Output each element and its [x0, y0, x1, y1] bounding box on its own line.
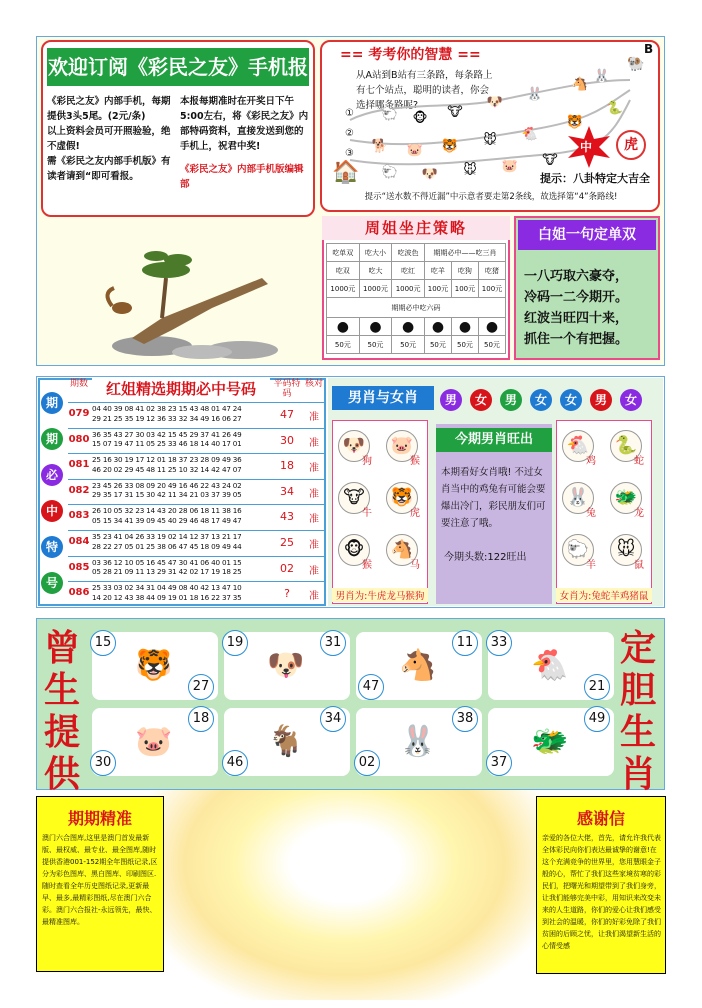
- svg-text:🐭: 🐭: [483, 133, 497, 148]
- route-mark-3: ③: [345, 148, 354, 159]
- gender-circle: 男: [440, 389, 462, 411]
- issue-number: 081: [68, 459, 90, 471]
- route-mark-2: ②: [345, 128, 354, 139]
- zodiac-animal-icon: 🐐: [267, 724, 305, 759]
- number-bubble: 49: [584, 706, 610, 732]
- qiqi-title: 期期精准: [67, 809, 132, 828]
- number-line-2: 29 21 25 35 19 12 36 33 32 34 49 16 06 27: [92, 413, 242, 423]
- issue-number: 084: [68, 536, 90, 547]
- number-line-2: 05 15 34 41 39 09 45 40 29 46 48 17 49 47: [92, 515, 242, 525]
- side-char-4: 中: [41, 500, 63, 522]
- row-divider: [68, 530, 326, 531]
- number-bubble: 38: [452, 706, 478, 732]
- gender-circle: 女: [530, 389, 552, 411]
- svg-text:🐑: 🐑: [381, 165, 399, 180]
- zodiac-animal-icon: 🐶: [267, 648, 305, 683]
- special-code: 18: [280, 459, 294, 473]
- quiz-text: 从A站到B站有三条路，每条路上有七个站点，聪明的读者，你会选择哪条路呢?: [356, 70, 493, 111]
- special-code: ?: [284, 587, 290, 601]
- row-divider: [68, 428, 326, 429]
- number-line-1: 03 36 12 10 05 16 45 47 30 41 06 40 01 15: [92, 557, 242, 567]
- zhou-title: 周姐坐庄策略: [322, 216, 510, 240]
- quiz-tip: 提示：八卦特定大吉全: [540, 172, 650, 185]
- svg-text:🐯: 🐯: [566, 115, 584, 130]
- number-bubble: 19: [222, 630, 248, 656]
- quiz-title: == 考考你的智慧 ==: [340, 47, 481, 63]
- hit-mark: 准: [309, 412, 319, 423]
- zodiac-animal-icon: 🐲: [531, 724, 569, 759]
- animal-label: 鸡: [586, 456, 596, 467]
- animal-icon: 🐷: [386, 430, 418, 462]
- red-sister-title: 红姐精选期期必中号码: [92, 378, 270, 400]
- female-note: 女肖为:兔蛇羊鸡猪鼠: [556, 588, 652, 602]
- number-lines: [92, 532, 270, 551]
- quiz-corner-letter: B: [644, 42, 654, 56]
- number-lines: [92, 430, 270, 449]
- svg-text:🐵: 🐵: [412, 111, 428, 126]
- number-lines: [92, 558, 270, 577]
- number-bubble: 30: [90, 750, 116, 776]
- col-issue: 期数: [69, 379, 88, 389]
- zodiac-animal-icon: 🐷: [135, 724, 173, 759]
- side-char-6: 号: [41, 572, 63, 594]
- qiqi-text: 澳门六合图库,这里是澳门首发最新版、最权威、最专业、最全图库,随时提供香港001-152期全年图纸记录,区分为彩色图库、黑白图库、印刷图区.随时查看全年历史图纸记录,更新最早、最多,最精彩图纸,尽在澳门六合彩。澳门六合报社-永远领先，最快、最精准图库。: [42, 834, 158, 926]
- number-line-1: 25 33 03 02 34 31 04 49 08 40 42 13 47 10: [92, 583, 242, 593]
- animal-label: 蛇: [634, 456, 644, 467]
- zhou-table: 吃单双 吃大小 吃波色 期期必中——吃三肖 吃双 吃大 吃红 吃羊 吃狗 吃猪 1000元 1000元 1000元 100元 100元 100元 期期必中吃六码 ● ● ● ● ● ● 50元 50元 50元 50元 50元 50元: [326, 243, 506, 354]
- number-line-2: 15 07 19 47 11 05 25 33 46 18 14 40 17 01: [92, 439, 242, 449]
- number-line-1: 04 40 39 08 41 02 38 23 15 43 48 01 47 24: [92, 404, 242, 413]
- animal-label: 马: [410, 560, 420, 571]
- hit-mark: 准: [309, 463, 319, 475]
- special-code: 34: [280, 484, 294, 498]
- svg-text:🐰: 🐰: [593, 69, 611, 84]
- svg-text:🐮: 🐮: [542, 153, 558, 168]
- number-bubble: 46: [222, 750, 248, 776]
- number-bubble: 31: [320, 630, 346, 656]
- route-mark-1: ①: [345, 108, 354, 119]
- special-code: 47: [280, 408, 294, 421]
- hit-mark: 准: [309, 488, 319, 500]
- svg-text:🐷: 🐷: [406, 143, 424, 158]
- row-divider: [68, 581, 326, 582]
- svg-text:🐮: 🐮: [447, 105, 463, 120]
- number-bubble: 21: [584, 674, 610, 700]
- issue-number: 086: [68, 587, 90, 599]
- thanks-title: 感谢信: [576, 809, 625, 828]
- animal-label: 牛: [362, 508, 372, 519]
- hu-circle: 虎: [616, 130, 646, 160]
- issue-number: 083: [68, 510, 90, 522]
- issue-number: 080: [68, 433, 90, 445]
- left-vertical-text: 曾 生 提 供: [43, 628, 80, 795]
- number-lines: [92, 455, 270, 474]
- animal-label: 兔: [586, 508, 596, 519]
- number-bubble: 33: [486, 630, 512, 656]
- number-lines: [92, 404, 270, 423]
- svg-text:🐔: 🐔: [521, 127, 539, 142]
- number-line-2: 14 20 12 43 38 44 09 19 01 18 16 22 37 35: [92, 592, 242, 602]
- zodiac-animal-icon: 🐯: [135, 648, 173, 683]
- number-lines: [92, 506, 270, 525]
- number-line-1: 36 35 43 27 30 03 42 15 45 29 37 41 26 49: [92, 429, 242, 439]
- number-line-1: 25 16 30 19 17 12 01 18 37 23 28 09 49 36: [92, 455, 242, 465]
- today-text: 本期看好女肖哦! 不过女肖当中的鸡兔有可能会要爆出冷门，彩民朋友们可要注意了哦。: [441, 467, 546, 529]
- number-bubble: 11: [452, 630, 478, 656]
- issue-number: 085: [68, 561, 90, 573]
- number-line-1: 26 10 05 32 23 14 43 20 28 06 18 11 38 16: [92, 506, 242, 516]
- row-divider: [68, 556, 326, 557]
- col-hit: 核对: [304, 379, 323, 389]
- animal-icon: 🐔: [562, 430, 594, 462]
- animal-label: 羊: [586, 560, 596, 571]
- animal-icon: 🐑: [562, 534, 594, 566]
- number-bubble: 18: [188, 706, 214, 732]
- side-char-1: 期: [41, 392, 63, 414]
- special-code: 02: [280, 561, 294, 575]
- number-bubble: 37: [486, 750, 512, 776]
- animal-label: 龙: [634, 508, 644, 519]
- number-bubble: 34: [320, 706, 346, 732]
- animal-label: 猴: [410, 456, 420, 467]
- special-code: 25: [280, 536, 294, 549]
- animal-icon: 🐲: [610, 482, 642, 514]
- special-code: 43: [280, 510, 294, 524]
- issue-number: 082: [68, 484, 90, 496]
- bonsai-squirrel-image: [92, 238, 288, 360]
- col-code: 平码特码: [273, 379, 301, 399]
- quiz-hint: 提示“送水数不得近漏”中示意者要走第2条线，故选择第“4”条路线!: [364, 192, 618, 202]
- special-code: 30: [280, 433, 294, 447]
- thanks-text: 亲爱的各位大佬，首先，请允许我代表全体彩民向你们表达最诚挚的谢意!在这个充满竞争的世界里，您用慧眼金子般的心，帮忙了我们这些家境贫寒的彩民们，把曙光和期望带到了我们身旁，让我们能够完美中彩，用知识来改变未来的人生道路，你们的爱心让我们感受到社会的温暖，你们的好彩免除了我们贫困的后顾之忧，让我们渴望新生活的心情受感: [542, 834, 661, 950]
- row-divider: [68, 453, 326, 454]
- side-char-3: 必: [41, 464, 63, 486]
- svg-text:🐭: 🐭: [463, 163, 477, 178]
- side-char-5: 特: [41, 536, 63, 558]
- animal-icon: 🐶: [338, 430, 370, 462]
- gender-circle: 女: [470, 389, 492, 411]
- hit-mark: 准: [309, 565, 319, 577]
- animal-label: 狗: [362, 456, 372, 467]
- animal-label: 鼠: [634, 560, 644, 571]
- number-line-1: 35 23 41 04 26 33 19 02 14 12 37 13 21 17: [92, 532, 242, 541]
- animal-icon: 🐰: [562, 482, 594, 514]
- number-line-2: 46 20 02 29 45 48 11 25 10 32 14 42 47 07: [92, 464, 242, 474]
- svg-text:🐑: 🐑: [381, 107, 399, 122]
- gender-circle: 男: [500, 389, 522, 411]
- zodiac-animal-icon: 🐴: [399, 648, 437, 683]
- svg-text:🐶: 🐶: [421, 167, 439, 182]
- hit-mark: 准: [309, 591, 319, 603]
- animal-icon: 🐵: [338, 534, 370, 566]
- gender-title: 男肖与女肖: [332, 386, 434, 410]
- number-lines: [92, 583, 270, 602]
- baijie-title: 白姐一句定单双: [518, 220, 656, 250]
- animal-label: 猴: [362, 560, 372, 571]
- hit-mark: 准: [309, 540, 319, 551]
- row-divider: [68, 504, 326, 505]
- animal-icon: 🐭: [610, 534, 642, 566]
- animal-icon: 🐯: [386, 482, 418, 514]
- welcome-right-text: 本报每期准时在开奖日下午5:00左右，将《彩民之友》内部特码资料，直接发送到您的手机上，祝君中奖! 《彩民之友》内部手机版编辑部: [180, 96, 309, 190]
- svg-text:🐰: 🐰: [526, 87, 544, 102]
- svg-text:🐯: 🐯: [441, 139, 459, 154]
- today-head: 今期头数:122旺出: [444, 552, 527, 563]
- svg-text:🐴: 🐴: [571, 77, 589, 92]
- issue-number: 079: [68, 408, 90, 419]
- male-note: 男肖为:牛虎龙马猴狗: [332, 588, 428, 602]
- gender-circle: 男: [590, 389, 612, 411]
- gender-circle: 女: [560, 389, 582, 411]
- zodiac-animal-icon: 🐔: [531, 648, 569, 683]
- number-line-2: 29 35 17 31 15 30 42 11 34 21 03 37 39 05: [92, 490, 242, 500]
- hit-mark: 准: [309, 514, 319, 526]
- svg-text:🐷: 🐷: [501, 159, 519, 174]
- number-bubble: 47: [358, 674, 384, 700]
- welcome-left-text: 《彩民之友》内部手机，每期提供3头5尾。(2元/条) 以上资料会员可开照验验，绝不虚假! 需《彩民之友内部手机版》有读者请到“即可看报。: [47, 96, 171, 182]
- row-divider: [68, 479, 326, 480]
- number-line-1: 23 45 26 33 08 09 20 49 16 46 22 43 24 02: [92, 480, 242, 490]
- zhong-label: 中: [580, 140, 593, 154]
- today-title: 今期男肖旺出: [436, 428, 552, 452]
- right-vertical-text: 定 胆 生 肖: [619, 628, 656, 795]
- number-line-2: 05 28 21 09 11 13 29 31 42 02 17 19 18 25: [92, 567, 242, 577]
- number-line-2: 28 22 27 05 01 25 38 06 47 45 18 09 49 44: [92, 541, 242, 551]
- svg-text:🐶: 🐶: [486, 95, 504, 110]
- number-bubble: 27: [188, 674, 214, 700]
- animal-label: 虎: [410, 508, 420, 519]
- baijie-poem: 一八巧取六豪夺， 冷码一二今期开。 红波当旺四十来， 抓住一个有把握。: [524, 269, 629, 347]
- hit-mark: 准: [309, 437, 319, 449]
- welcome-signature: 《彩民之友》内部手机版编辑部: [180, 164, 304, 190]
- number-bubble: 15: [90, 630, 116, 656]
- animal-icon: 🐍: [610, 430, 642, 462]
- house-icon: 🏠: [332, 160, 360, 185]
- quiz-logo-icon: 🐏: [627, 56, 645, 72]
- row-divider: [68, 402, 326, 403]
- glow-background: [150, 790, 540, 1000]
- animal-icon: 🐴: [386, 534, 418, 566]
- zodiac-animal-icon: 🐰: [399, 724, 437, 759]
- side-char-2: 期: [41, 428, 63, 450]
- animal-icon: 🐮: [338, 482, 370, 514]
- svg-text:🐕: 🐕: [371, 139, 389, 154]
- number-lines: [92, 481, 270, 500]
- welcome-title: 欢迎订阅《彩民之友》手机报: [47, 48, 309, 86]
- gender-circle: 女: [620, 389, 642, 411]
- number-bubble: 02: [354, 750, 380, 776]
- svg-text:🐍: 🐍: [606, 101, 624, 116]
